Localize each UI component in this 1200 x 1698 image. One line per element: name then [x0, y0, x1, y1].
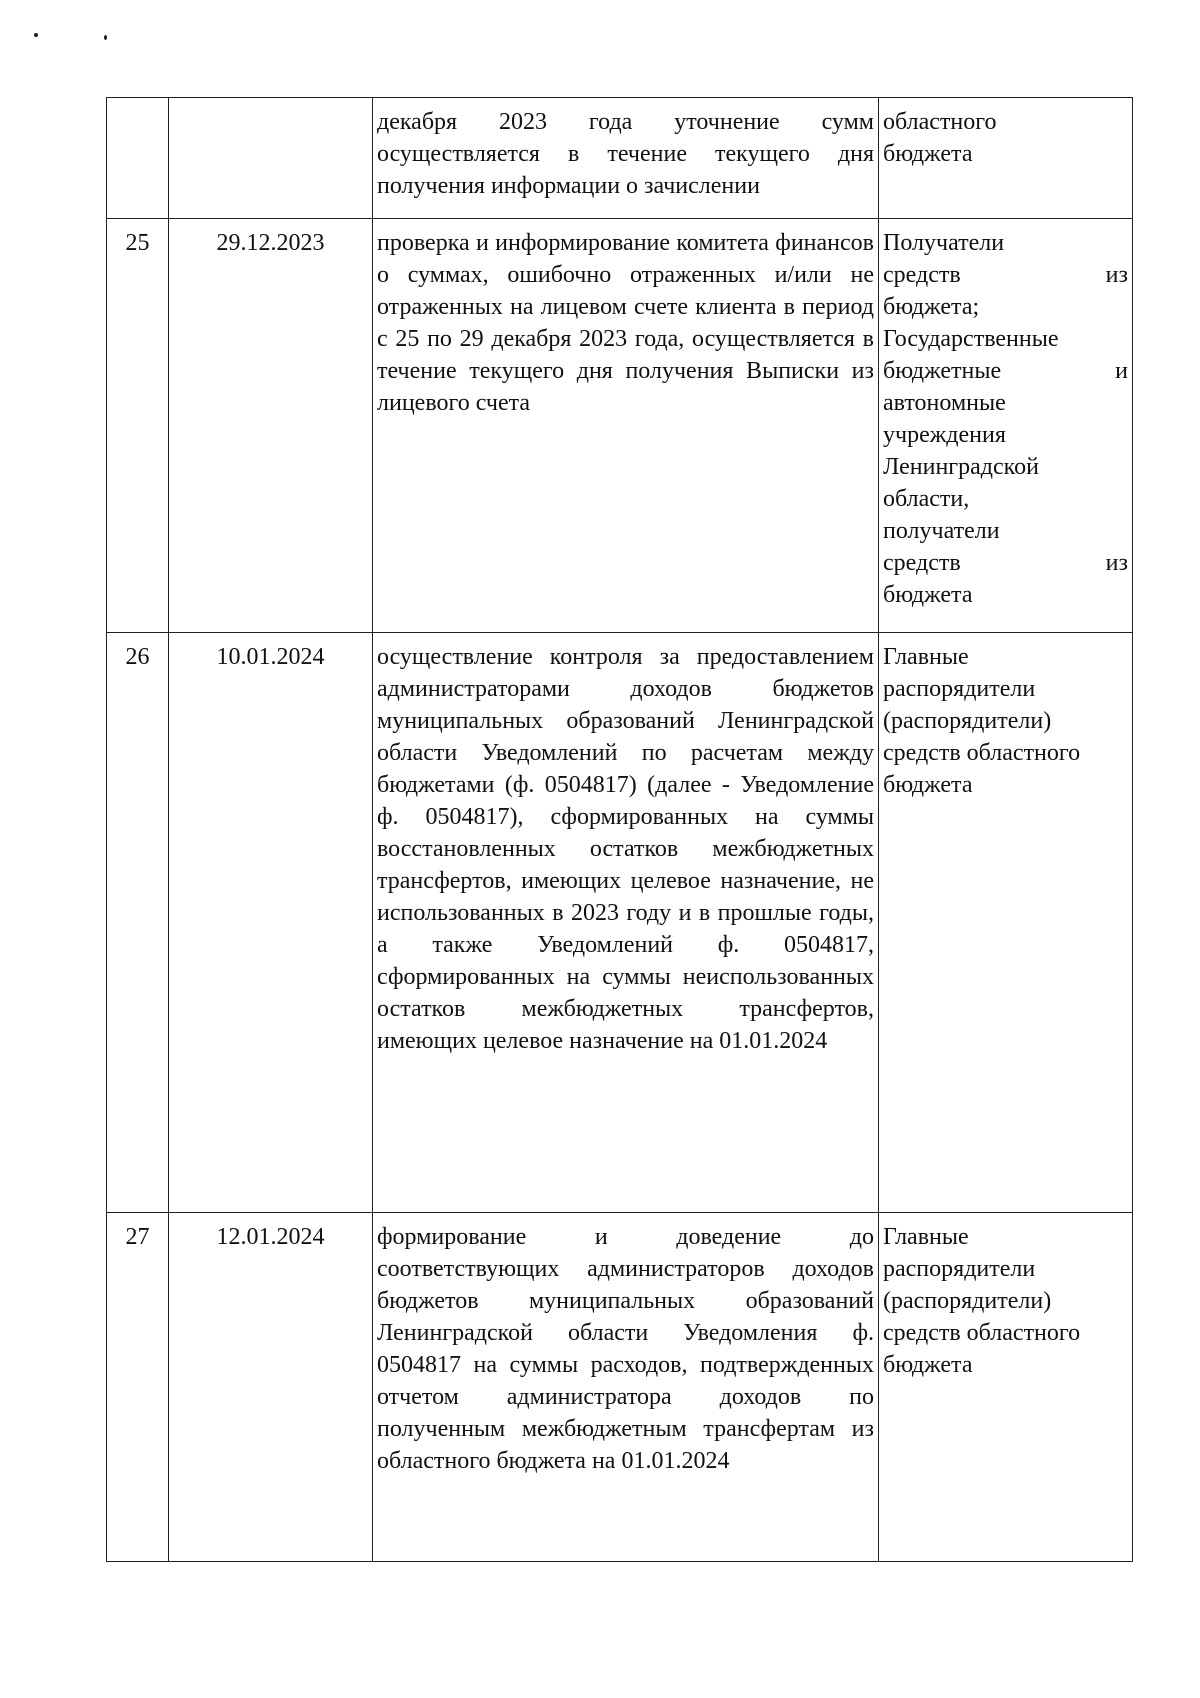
responsible-line: учреждения	[883, 422, 1006, 448]
row-responsible	[879, 633, 1133, 1213]
responsible-line: бюджета	[883, 1352, 973, 1378]
row-responsible	[879, 219, 1133, 633]
responsible-line: средств областного	[883, 740, 1081, 766]
responsible-line: Государственные	[883, 326, 1059, 352]
table-row	[107, 633, 1133, 1213]
responsible-line: получатели	[883, 518, 1000, 544]
responsible-line: Получатели	[883, 230, 1005, 256]
row-number: 27	[107, 1213, 169, 1562]
responsible-line: распорядители	[883, 676, 1036, 702]
responsible-line: областного	[883, 109, 997, 135]
row-responsible	[879, 1213, 1133, 1562]
responsible-line: бюджета	[883, 582, 973, 608]
responsible-line: распорядители	[883, 1256, 1036, 1282]
scan-speck	[104, 35, 107, 40]
row-description: осуществление контроля за предоставлением администраторами доходов бюджетов муниципальных образований Ленинградской области Уведомлений по расчетам между бюджетами (ф. 0504817) (далее - Уведомление ф. 0504817), сформированных на суммы восстановленных остатков межбюджетных трансфертов, имеющих целевое назначение, не использованных в 2023 году и в прошлые годы, а также Уведомлений ф. 0504817, сформированных на суммы неиспользованных остатков межбюджетных трансфертов, имеющих целевое назначение на 01.01.2024	[373, 633, 879, 1213]
table-row	[107, 98, 1133, 219]
responsible-line: бюджета	[883, 141, 973, 167]
row-date: 29.12.2023	[169, 219, 373, 633]
responsible-line: Главные	[883, 1224, 969, 1250]
row-number: 26	[107, 633, 169, 1213]
responsible-line: бюджетные и	[883, 358, 1128, 384]
responsible-line: Ленинградской	[883, 454, 1039, 480]
responsible-line: бюджета	[883, 772, 973, 798]
row-number: 25	[107, 219, 169, 633]
responsible-line: средств областного	[883, 1320, 1081, 1346]
responsible-line: (распорядители)	[883, 1288, 1052, 1314]
row-description: формирование и доведение до соответствующих администраторов доходов бюджетов муниципальных образований Ленинградской области Уведомления ф. 0504817 на суммы расходов, подтвержденных отчетом администратора доходов по полученным межбюджетным трансфертам из областного бюджета на 01.01.2024	[373, 1213, 879, 1562]
responsible-line: средств из	[883, 262, 1128, 288]
responsible-line: автономные	[883, 390, 1006, 416]
scan-speck	[34, 33, 38, 37]
row-date: 12.01.2024	[169, 1213, 373, 1562]
responsible-line: области,	[883, 486, 970, 512]
row-description: декабря 2023 года уточнение сумм осуществляется в течение текущего дня получения информации о зачислении	[373, 98, 879, 219]
responsible-line: Главные	[883, 644, 969, 670]
schedule-table	[106, 97, 1133, 1562]
row-date: 10.01.2024	[169, 633, 373, 1213]
responsible-line: средств из	[883, 550, 1128, 576]
table-row	[107, 1213, 1133, 1562]
responsible-line: бюджета;	[883, 294, 980, 320]
table-row	[107, 219, 1133, 633]
row-description: проверка и информирование комитета финансов о суммах, ошибочно отраженных и/или не отраженных на лицевом счете клиента в период с 25 по 29 декабря 2023 года, осуществляется в течение текущего дня получения Выписки из лицевого счета	[373, 219, 879, 633]
row-responsible	[879, 98, 1133, 219]
row-date	[169, 98, 373, 219]
responsible-line: (распорядители)	[883, 708, 1052, 734]
row-number	[107, 98, 169, 219]
